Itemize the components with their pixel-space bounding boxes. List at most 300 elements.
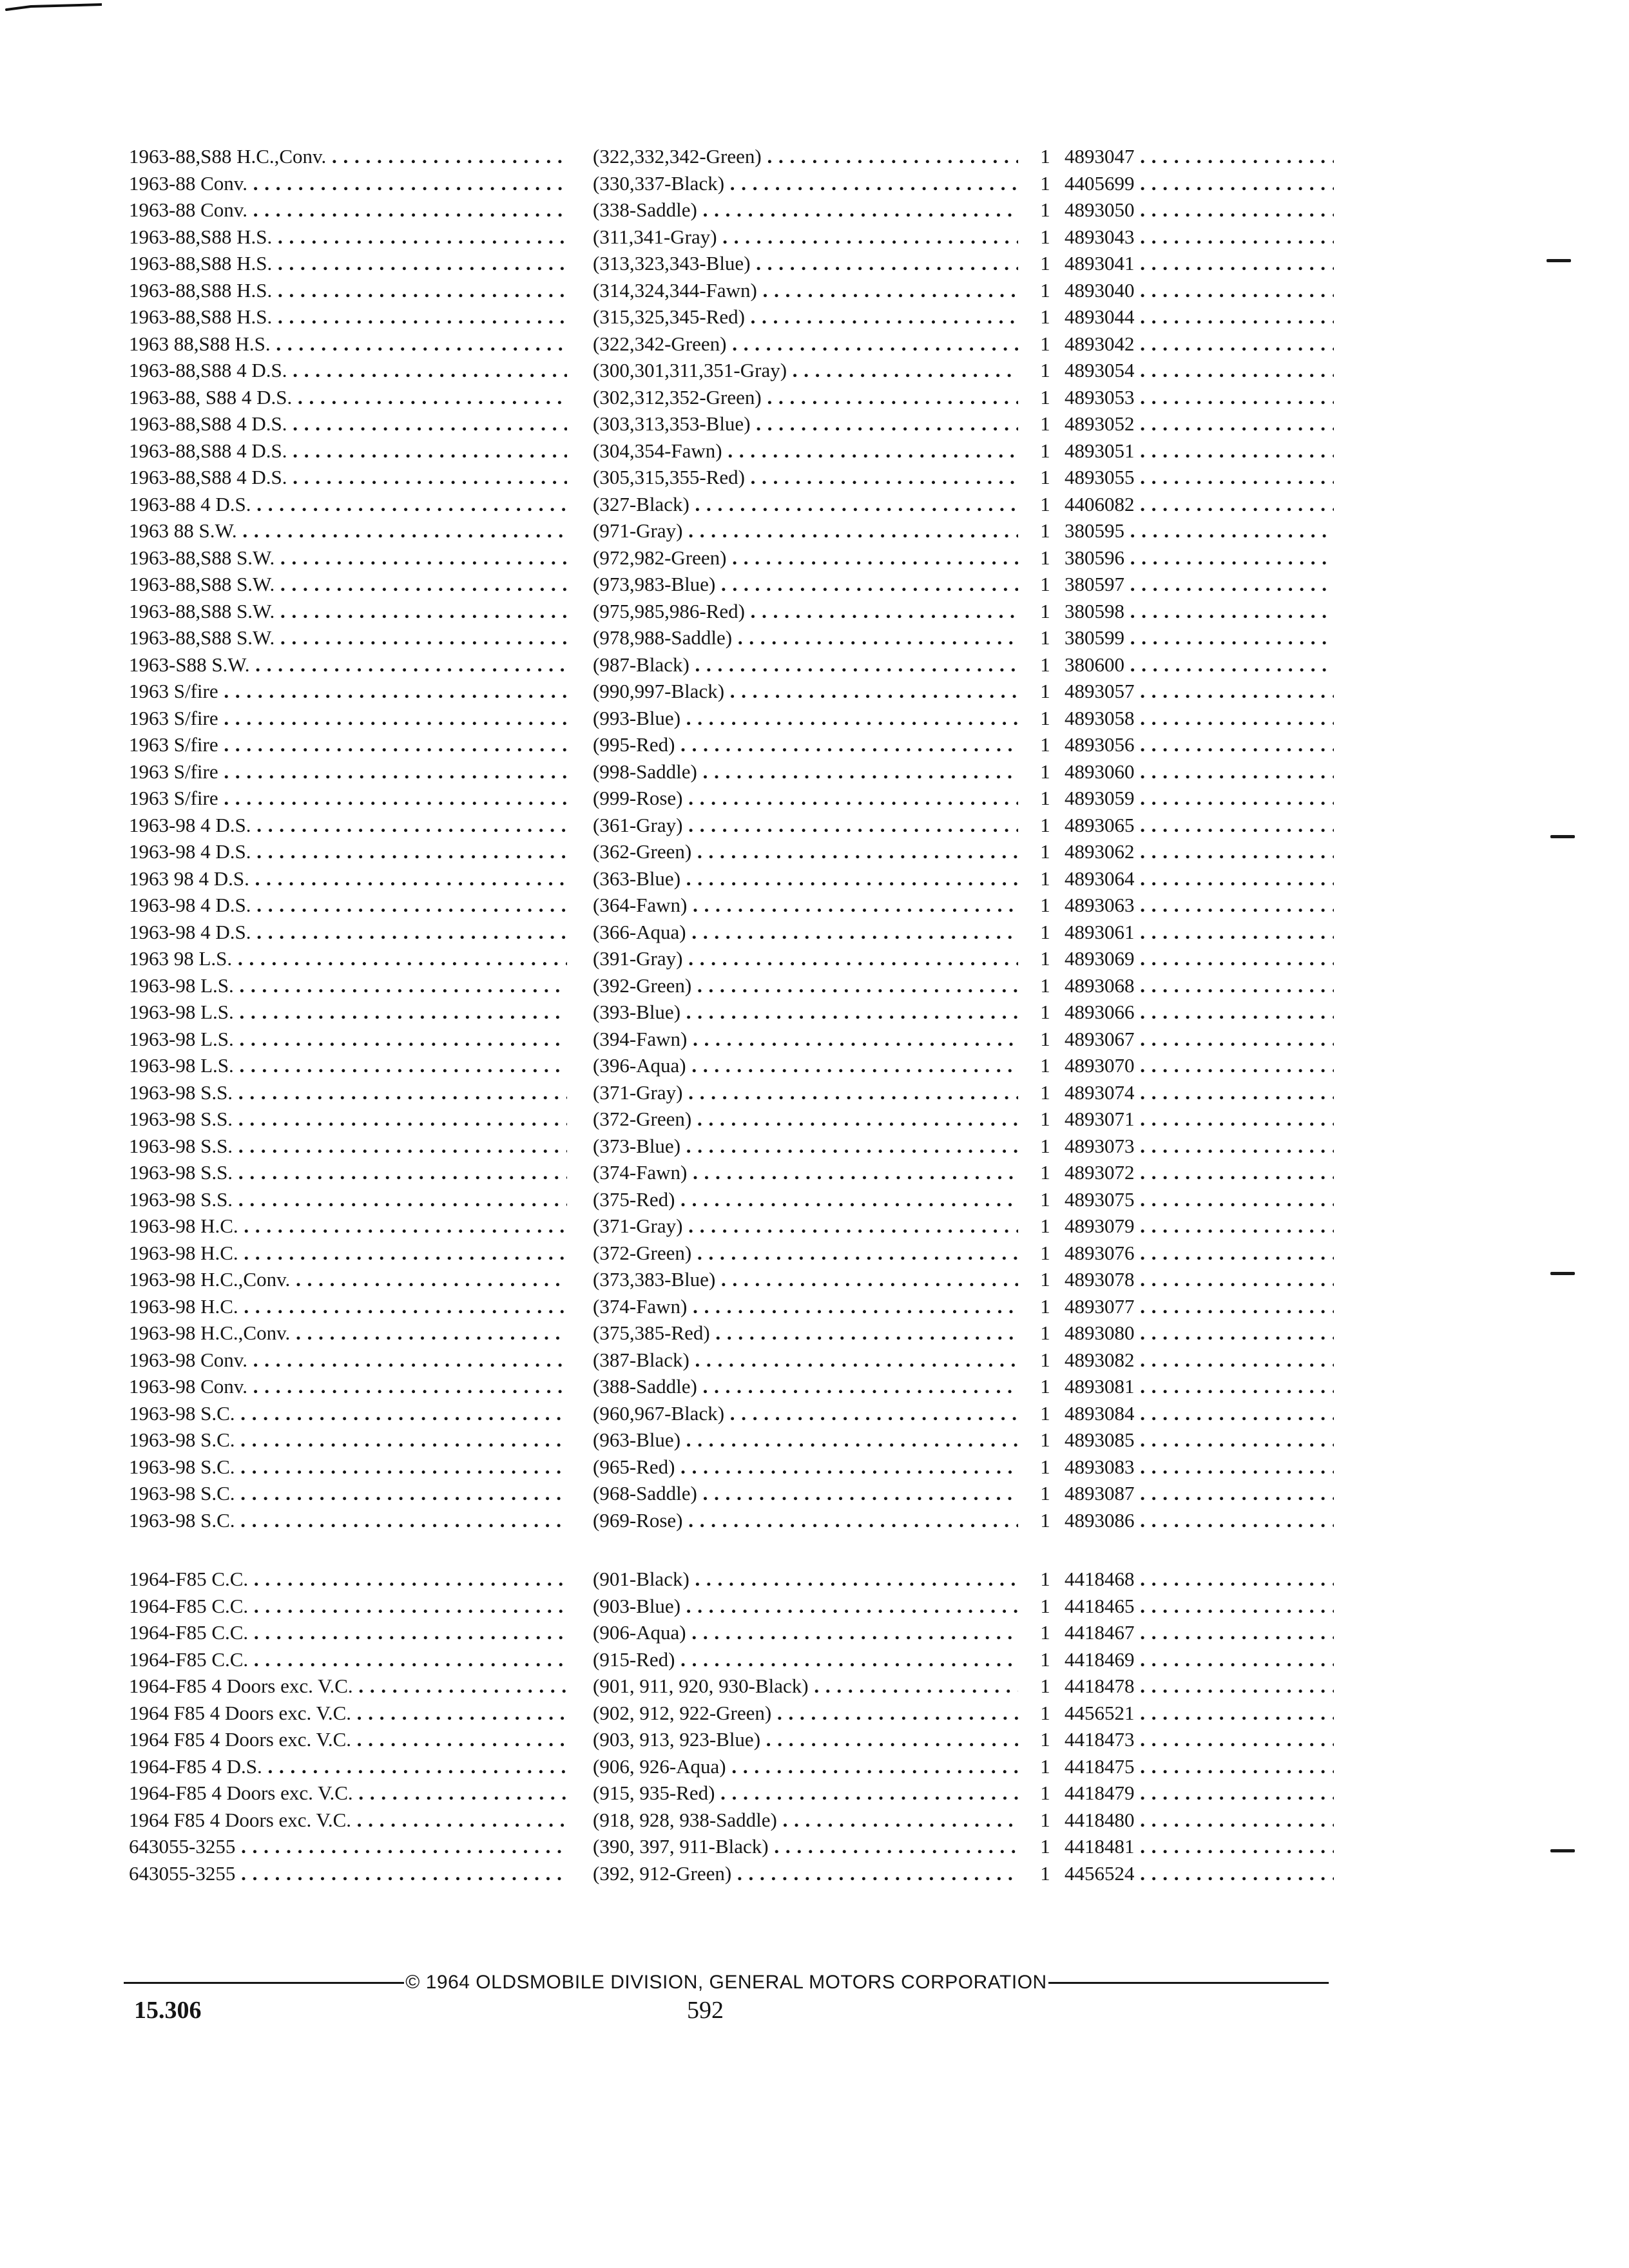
model-text-cell: [129, 1106, 567, 1133]
trim-text: (906-Aqua) . . .: [593, 1621, 1018, 1644]
trim-text-cell: [593, 598, 1018, 625]
model-text: 1963-98 Conv. . . .: [129, 1375, 567, 1398]
quantity-text-cell: [1032, 1186, 1058, 1213]
quantity-text-cell: [1032, 1507, 1058, 1534]
part-number-text-cell: [1065, 1700, 1334, 1727]
part-number-text: 4456524 . . .: [1065, 1860, 1334, 1887]
quantity-text: 1: [1040, 1861, 1050, 1885]
model-text-cell: [129, 1400, 567, 1427]
part-number-text-cell: [1065, 1240, 1334, 1267]
quantity-text-cell: [1032, 331, 1058, 358]
model-text-cell: [129, 1593, 567, 1620]
quantity-text: 1: [1040, 1782, 1050, 1804]
model-text: 1963-98 S.S. . . .: [129, 1135, 567, 1157]
parts-row: [129, 1400, 1334, 1427]
quantity-text-cell: [1032, 1079, 1058, 1106]
trim-text-cell: [593, 170, 1018, 197]
model-text-cell: [129, 1646, 567, 1673]
trim-text: (374-Fawn) . . .: [593, 1161, 1018, 1184]
trim-text-cell: [593, 892, 1018, 919]
part-number-text: 4418481 . . .: [1065, 1833, 1334, 1860]
parts-row: [129, 1833, 1334, 1860]
parts-row: [129, 1293, 1334, 1320]
trim-text: (364-Fawn) . . .: [593, 894, 1018, 916]
quantity-text: 1: [1040, 466, 1050, 488]
part-number-text-cell: [1065, 1052, 1334, 1079]
quantity-text-cell: [1032, 785, 1058, 812]
model-text: 1964-F85 4 Doors exc. V.C. . . .: [129, 1675, 567, 1697]
quantity-text: 1: [1040, 894, 1050, 916]
model-text-cell: [129, 410, 567, 437]
parts-row: [129, 1373, 1334, 1400]
quantity-text-cell: [1032, 277, 1058, 304]
quantity-text: 1: [1040, 1455, 1050, 1478]
model-text-cell: [129, 1807, 567, 1834]
part-number-text: 4893054 . . .: [1065, 357, 1334, 384]
model-text: 1963-98 S.C. . . .: [129, 1509, 567, 1532]
quantity-text-cell: [1032, 812, 1058, 839]
trim-text-cell: [593, 1320, 1018, 1347]
part-number-text-cell: [1065, 1373, 1334, 1400]
parts-list: [129, 143, 1334, 1887]
part-number-text: 4893087 . . .: [1065, 1480, 1334, 1507]
model-text-cell: [129, 624, 567, 651]
trim-text: (987-Black) . . .: [593, 653, 1018, 676]
part-number-text: 380595 . . .: [1065, 517, 1334, 544]
trim-text-cell: [593, 1700, 1018, 1727]
trim-text: (903-Blue) . . .: [593, 1595, 1018, 1617]
part-number-text: 4893052 . . .: [1065, 410, 1334, 437]
part-number-text-cell: [1065, 865, 1334, 892]
quantity-text-cell: [1032, 1673, 1058, 1700]
trim-text-cell: [593, 1753, 1018, 1780]
trim-text: (901-Black) . . .: [593, 1568, 1018, 1590]
quantity-text: 1: [1040, 653, 1050, 676]
model-text: 643055-3255 . . .: [129, 1862, 567, 1885]
trim-text: (975,985,986-Red) . . .: [593, 600, 1018, 622]
trim-text-cell: [593, 812, 1018, 839]
trim-text: (963-Blue) . . .: [593, 1428, 1018, 1451]
trim-text: (372-Green) . . .: [593, 1242, 1018, 1264]
model-text-cell: [129, 1480, 567, 1507]
parts-row: [129, 1213, 1334, 1240]
parts-row: [129, 1320, 1334, 1347]
trim-text: (371-Gray) . . .: [593, 1081, 1018, 1104]
quantity-text: 1: [1040, 1187, 1050, 1211]
trim-text-cell: [593, 143, 1018, 170]
trim-text-cell: [593, 1240, 1018, 1267]
trim-text-cell: [593, 1593, 1018, 1620]
part-number-text: 4893064 . . .: [1065, 865, 1334, 892]
quantity-text-cell: [1032, 1293, 1058, 1320]
quantity-text-cell: [1032, 945, 1058, 972]
parts-row: [129, 1860, 1334, 1887]
part-number-text: 4893063 . . .: [1065, 892, 1334, 919]
trim-text: (969-Rose) . . .: [593, 1509, 1018, 1532]
trim-text-cell: [593, 1673, 1018, 1700]
part-number-text: 4418465 . . .: [1065, 1593, 1334, 1620]
model-text-cell: [129, 1213, 567, 1240]
model-text: 1963 S/fire . . .: [129, 787, 567, 809]
model-text-cell: [129, 705, 567, 732]
trim-text-cell: [593, 1619, 1018, 1646]
model-text-cell: [129, 491, 567, 518]
part-number-text: 4418475 . . .: [1065, 1753, 1334, 1780]
quantity-text-cell: [1032, 491, 1058, 518]
model-text: 1963-88,S88 4 D.S. . . .: [129, 412, 567, 435]
part-number-text: 4893073 . . .: [1065, 1133, 1334, 1160]
model-text: 1963-98 S.C. . . .: [129, 1482, 567, 1504]
part-number-text-cell: [1065, 1860, 1334, 1887]
parts-row: [129, 1454, 1334, 1481]
trim-text-cell: [593, 544, 1018, 572]
part-number-text-cell: [1065, 1079, 1334, 1106]
model-text-cell: [129, 1454, 567, 1481]
trim-text-cell: [593, 437, 1018, 465]
model-text: 1963-98 L.S. . . .: [129, 1028, 567, 1050]
quantity-text-cell: [1032, 1347, 1058, 1374]
parts-row: [129, 785, 1334, 812]
part-number-text: 4893076 . . .: [1065, 1240, 1334, 1267]
trim-text-cell: [593, 1026, 1018, 1053]
part-number-text-cell: [1065, 624, 1334, 651]
parts-row: [129, 758, 1334, 785]
part-number-text-cell: [1065, 1593, 1334, 1620]
quantity-text: 1: [1040, 1401, 1050, 1425]
trim-text-cell: [593, 1106, 1018, 1133]
quantity-text: 1: [1040, 1161, 1050, 1184]
quantity-text: 1: [1040, 492, 1050, 515]
quantity-text: 1: [1040, 546, 1050, 569]
part-number-text-cell: [1065, 999, 1334, 1026]
quantity-text-cell: [1032, 865, 1058, 892]
trim-text-cell: [593, 464, 1018, 491]
part-number-text-cell: [1065, 170, 1334, 197]
part-number-text-cell: [1065, 1753, 1334, 1780]
part-number-text: 4893061 . . .: [1065, 919, 1334, 946]
trim-text-cell: [593, 331, 1018, 358]
part-number-text: 4893074 . . .: [1065, 1079, 1334, 1106]
trim-text: (366-Aqua) . . .: [593, 921, 1018, 943]
quantity-text: 1: [1040, 813, 1050, 836]
quantity-text: 1: [1040, 760, 1050, 783]
quantity-text: 1: [1040, 706, 1050, 729]
model-text-cell: [129, 170, 567, 197]
trim-text: (915, 935-Red) . . .: [593, 1782, 1018, 1804]
part-number-text: 4418478 . . .: [1065, 1673, 1334, 1700]
model-text-cell: [129, 972, 567, 999]
trim-text-cell: [593, 1833, 1018, 1860]
model-text: 1963-88,S88 H.C.,Conv. . . .: [129, 145, 567, 168]
parts-row: [129, 517, 1334, 544]
parts-row: [129, 1026, 1334, 1053]
parts-row: [129, 1593, 1334, 1620]
part-number-text-cell: [1065, 1807, 1334, 1834]
group-spacer: [129, 1533, 1334, 1566]
quantity-text-cell: [1032, 1646, 1058, 1673]
model-text: 1963-88,S88 H.S. . . .: [129, 305, 567, 328]
quantity-text: 1: [1040, 626, 1050, 649]
quantity-text: 1: [1040, 1054, 1050, 1077]
model-text-cell: [129, 1427, 567, 1454]
trim-text: (915-Red) . . .: [593, 1648, 1018, 1671]
trim-text: (322,342-Green) . . .: [593, 332, 1018, 355]
quantity-text-cell: [1032, 464, 1058, 491]
quantity-text-cell: [1032, 1400, 1058, 1427]
model-text-cell: [129, 1159, 567, 1186]
page-number: 592: [687, 1997, 724, 2024]
trim-text-cell: [593, 705, 1018, 732]
part-number-text-cell: [1065, 1293, 1334, 1320]
parts-row: [129, 705, 1334, 732]
trim-text: (973,983-Blue) . . .: [593, 573, 1018, 595]
quantity-text-cell: [1032, 170, 1058, 197]
quantity-text: 1: [1040, 278, 1050, 302]
trim-text-cell: [593, 1373, 1018, 1400]
quantity-text-cell: [1032, 624, 1058, 651]
parts-row: [129, 384, 1334, 411]
quantity-text-cell: [1032, 1373, 1058, 1400]
part-number-text-cell: [1065, 758, 1334, 785]
model-text: 1963-98 H.C. . . .: [129, 1242, 567, 1264]
quantity-text: 1: [1040, 787, 1050, 809]
model-text-cell: [129, 384, 567, 411]
model-text: 1963-98 H.C.,Conv. . . .: [129, 1268, 567, 1291]
part-number-text: 4893078 . . .: [1065, 1266, 1334, 1293]
model-text-cell: [129, 464, 567, 491]
part-number-text: 380600 . . .: [1065, 651, 1334, 678]
model-text-cell: [129, 143, 567, 170]
quantity-text-cell: [1032, 1593, 1058, 1620]
model-text: 1963-88,S88 H.S. . . .: [129, 279, 567, 302]
part-number-text-cell: [1065, 1106, 1334, 1133]
parts-row: [129, 945, 1334, 972]
parts-row: [129, 1780, 1334, 1807]
quantity-text-cell: [1032, 1454, 1058, 1481]
model-text-cell: [129, 1133, 567, 1160]
parts-row: [129, 598, 1334, 625]
part-number-text-cell: [1065, 892, 1334, 919]
catalog-number: 15.306: [134, 1997, 202, 2024]
trim-text: (965-Red) . . .: [593, 1456, 1018, 1478]
parts-row: [129, 1726, 1334, 1753]
quantity-text: 1: [1040, 1321, 1050, 1344]
model-text-cell: [129, 277, 567, 304]
model-text-cell: [129, 357, 567, 384]
trim-text: (960,967-Black) . . .: [593, 1402, 1018, 1425]
trim-text: (393-Blue) . . .: [593, 1001, 1018, 1023]
trim-text: (995-Red) . . .: [593, 733, 1018, 756]
quantity-text-cell: [1032, 303, 1058, 331]
parts-row: [129, 544, 1334, 572]
parts-row: [129, 1619, 1334, 1646]
trim-text: (361-Gray) . . .: [593, 814, 1018, 836]
model-text: 1963-88 4 D.S. . . .: [129, 493, 567, 515]
model-text: 1964 F85 4 Doors exc. V.C. . . .: [129, 1702, 567, 1724]
trim-text: (998-Saddle) . . .: [593, 760, 1018, 783]
trim-text-cell: [593, 517, 1018, 544]
trim-text: (999-Rose) . . .: [593, 787, 1018, 809]
part-number-text-cell: [1065, 1480, 1334, 1507]
model-text: 1963-98 S.S. . . .: [129, 1108, 567, 1130]
parts-row: [129, 1240, 1334, 1267]
part-number-text: 4893056 . . .: [1065, 731, 1334, 758]
part-number-text-cell: [1065, 838, 1334, 865]
quantity-text-cell: [1032, 410, 1058, 437]
part-number-text-cell: [1065, 598, 1334, 625]
quantity-text-cell: [1032, 224, 1058, 251]
parts-row: [129, 571, 1334, 598]
quantity-text: 1: [1040, 1808, 1050, 1831]
model-text-cell: [129, 1320, 567, 1347]
part-number-text-cell: [1065, 250, 1334, 277]
model-text: 1963-88,S88 H.S. . . .: [129, 226, 567, 248]
model-text: 1963-98 4 D.S. . . .: [129, 894, 567, 916]
quantity-text: 1: [1040, 1482, 1050, 1504]
trim-text: (314,324,344-Fawn) . . .: [593, 279, 1018, 302]
trim-text-cell: [593, 1507, 1018, 1534]
trim-text: (304,354-Fawn) . . .: [593, 439, 1018, 462]
quantity-text-cell: [1032, 250, 1058, 277]
trim-text: (901, 911, 920, 930-Black) . . .: [593, 1675, 1018, 1697]
trim-text-cell: [593, 1807, 1018, 1834]
quantity-text-cell: [1032, 1700, 1058, 1727]
part-number-text-cell: [1065, 277, 1334, 304]
model-text-cell: [129, 331, 567, 358]
quantity-text: 1: [1040, 1568, 1050, 1590]
part-number-text-cell: [1065, 705, 1334, 732]
model-text: 1963 98 4 D.S. . . .: [129, 867, 567, 890]
quantity-text: 1: [1040, 920, 1050, 943]
part-number-text: 4893071 . . .: [1065, 1106, 1334, 1133]
part-number-text-cell: [1065, 384, 1334, 411]
part-number-text-cell: [1065, 1186, 1334, 1213]
parts-row: [129, 678, 1334, 705]
parts-row: [129, 1480, 1334, 1507]
model-text: 1963-98 4 D.S. . . .: [129, 921, 567, 943]
part-number-text: 4893059 . . .: [1065, 785, 1334, 812]
model-text-cell: [129, 1186, 567, 1213]
trim-text: (373-Blue) . . .: [593, 1135, 1018, 1157]
model-text: 1963 88,S88 H.S. . . .: [129, 332, 567, 355]
quantity-text-cell: [1032, 1159, 1058, 1186]
quantity-text-cell: [1032, 678, 1058, 705]
part-number-text-cell: [1065, 303, 1334, 331]
trim-text-cell: [593, 1780, 1018, 1807]
parts-row: [129, 624, 1334, 651]
part-number-text-cell: [1065, 1619, 1334, 1646]
model-text: 1963 88 S.W. . . .: [129, 519, 567, 542]
quantity-text-cell: [1032, 1026, 1058, 1053]
part-number-text-cell: [1065, 812, 1334, 839]
trim-text-cell: [593, 1646, 1018, 1673]
trim-text-cell: [593, 197, 1018, 224]
part-number-text: 4893085 . . .: [1065, 1427, 1334, 1454]
quantity-text: 1: [1040, 599, 1050, 622]
footer-rule: [124, 1970, 1329, 1995]
trim-text-cell: [593, 758, 1018, 785]
part-number-text: 4893057 . . .: [1065, 678, 1334, 705]
part-number-text: 4893080 . . .: [1065, 1320, 1334, 1347]
model-text-cell: [129, 1619, 567, 1646]
part-number-text-cell: [1065, 410, 1334, 437]
quantity-text: 1: [1040, 1294, 1050, 1318]
quantity-text-cell: [1032, 517, 1058, 544]
trim-text: (392, 912-Green) . . .: [593, 1862, 1018, 1885]
model-text: 1963-88 Conv. . . .: [129, 172, 567, 195]
quantity-text-cell: [1032, 1726, 1058, 1753]
margin-tick-mark: [1550, 835, 1575, 838]
part-number-text-cell: [1065, 678, 1334, 705]
quantity-text-cell: [1032, 1480, 1058, 1507]
model-text: 1964-F85 C.C. . . .: [129, 1568, 567, 1590]
quantity-text-cell: [1032, 838, 1058, 865]
part-number-text: 4893051 . . .: [1065, 437, 1334, 465]
parts-row: [129, 1700, 1334, 1727]
part-number-text-cell: [1065, 1320, 1334, 1347]
part-number-text: 380596 . . .: [1065, 544, 1334, 572]
trim-text: (373,383-Blue) . . .: [593, 1268, 1018, 1291]
part-number-text-cell: [1065, 197, 1334, 224]
quantity-text: 1: [1040, 1754, 1050, 1778]
trim-text: (371-Gray) . . .: [593, 1215, 1018, 1237]
model-text-cell: [129, 1507, 567, 1534]
quantity-text-cell: [1032, 143, 1058, 170]
model-text-cell: [129, 1347, 567, 1374]
part-number-text-cell: [1065, 945, 1334, 972]
parts-row: [129, 357, 1334, 384]
trim-text: (311,341-Gray) . . .: [593, 226, 1018, 248]
part-number-text-cell: [1065, 1833, 1334, 1860]
part-number-text: 4405699 . . .: [1065, 170, 1334, 197]
part-number-text: 4418473 . . .: [1065, 1726, 1334, 1753]
quantity-text-cell: [1032, 1807, 1058, 1834]
trim-text-cell: [593, 410, 1018, 437]
part-number-text-cell: [1065, 437, 1334, 465]
trim-text: (396-Aqua) . . .: [593, 1054, 1018, 1077]
model-text: 1964 F85 4 Doors exc. V.C. . . .: [129, 1728, 567, 1751]
quantity-text: 1: [1040, 1428, 1050, 1451]
scan-corner-mark: [5, 3, 102, 12]
model-text: 1963-88 Conv. . . .: [129, 198, 567, 221]
model-text: 1963-98 H.C. . . .: [129, 1295, 567, 1318]
trim-text-cell: [593, 1566, 1018, 1593]
trim-text-cell: [593, 972, 1018, 999]
quantity-text-cell: [1032, 1566, 1058, 1593]
part-number-text-cell: [1065, 919, 1334, 946]
trim-text-cell: [593, 678, 1018, 705]
parts-row: [129, 1159, 1334, 1186]
parts-row: [129, 303, 1334, 331]
parts-row: [129, 197, 1334, 224]
model-text-cell: [129, 1052, 567, 1079]
part-number-text-cell: [1065, 357, 1334, 384]
quantity-text: 1: [1040, 439, 1050, 462]
trim-text-cell: [593, 571, 1018, 598]
part-number-text: 4893065 . . .: [1065, 812, 1334, 839]
part-number-text-cell: [1065, 651, 1334, 678]
model-text-cell: [129, 1373, 567, 1400]
part-number-text-cell: [1065, 785, 1334, 812]
quantity-text: 1: [1040, 1081, 1050, 1104]
trim-text-cell: [593, 277, 1018, 304]
parts-row: [129, 1266, 1334, 1293]
quantity-text: 1: [1040, 1508, 1050, 1532]
part-number-text-cell: [1065, 143, 1334, 170]
part-number-text: 380598 . . .: [1065, 598, 1334, 625]
quantity-text-cell: [1032, 1780, 1058, 1807]
model-text-cell: [129, 303, 567, 331]
